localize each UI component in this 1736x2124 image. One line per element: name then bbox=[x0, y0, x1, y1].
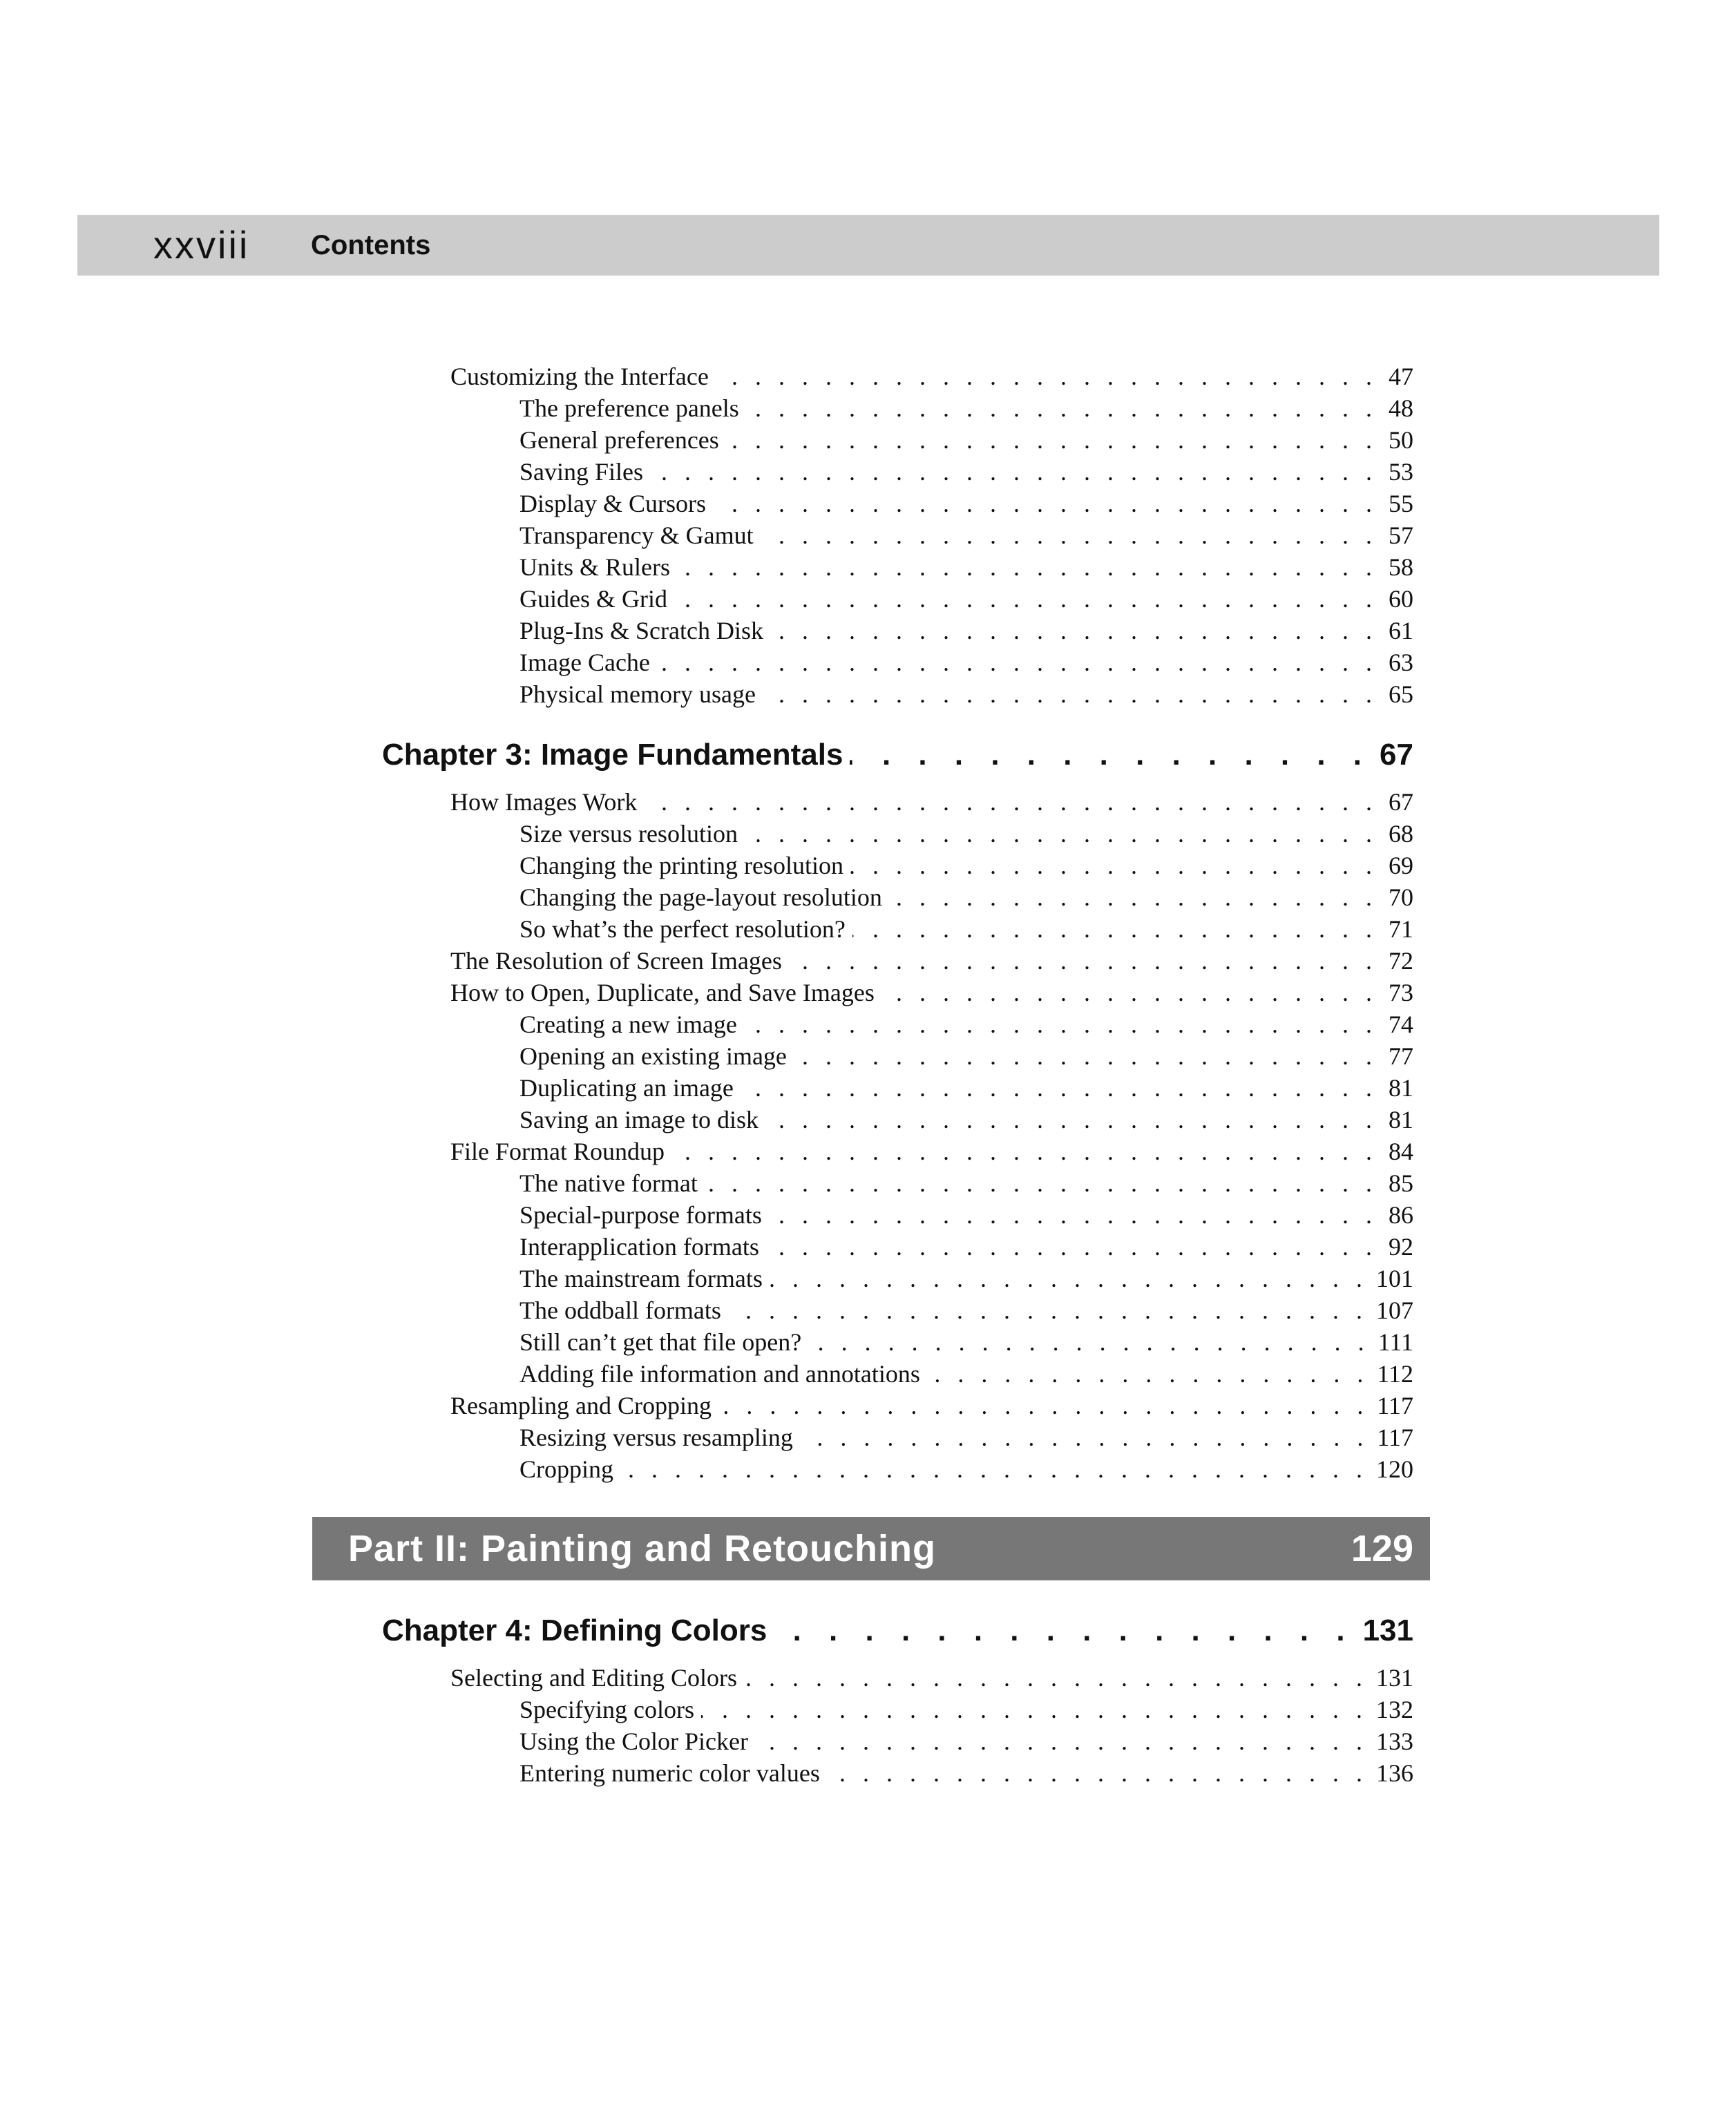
dot-leader bbox=[644, 787, 1377, 816]
dot-leader bbox=[755, 1727, 1368, 1756]
dot-leader bbox=[718, 1391, 1368, 1420]
toc-entry-title: Saving an image to disk bbox=[519, 1106, 759, 1133]
toc-entry[interactable] bbox=[519, 1166, 1413, 1198]
toc-entry-title: How to Open, Duplicate, and Save Images bbox=[450, 979, 875, 1006]
toc-entry[interactable] bbox=[519, 1230, 1413, 1261]
toc-entry[interactable] bbox=[519, 848, 1413, 880]
toc-entry[interactable] bbox=[519, 1420, 1413, 1452]
chapter-heading[interactable] bbox=[382, 731, 1413, 772]
toc-entry-page: 61 bbox=[1389, 617, 1413, 644]
chapter-heading[interactable] bbox=[382, 1607, 1413, 1648]
toc-entry-title: Changing the page-layout resolution bbox=[519, 883, 882, 911]
toc-entry-title: Physical memory usage bbox=[519, 680, 756, 708]
running-header bbox=[77, 215, 1659, 276]
dot-leader bbox=[852, 915, 1377, 944]
toc-entry-page: 120 bbox=[1376, 1455, 1413, 1483]
toc-entry-page: 55 bbox=[1389, 490, 1413, 517]
toc-entry-title: Size versus resolution bbox=[519, 820, 738, 848]
toc-entry-page: 65 bbox=[1389, 680, 1413, 708]
toc-entry-page: 136 bbox=[1376, 1759, 1413, 1787]
toc-entry-title: Entering numeric color values bbox=[519, 1759, 820, 1787]
toc-entry-page: 111 bbox=[1377, 1328, 1413, 1356]
toc-entry[interactable] bbox=[450, 785, 1413, 816]
dot-leader bbox=[726, 425, 1377, 455]
dot-leader bbox=[881, 978, 1377, 1007]
toc-entry-page: 85 bbox=[1389, 1169, 1413, 1197]
toc-entry[interactable] bbox=[519, 423, 1413, 455]
dot-leader bbox=[765, 1105, 1377, 1134]
dot-leader bbox=[674, 584, 1377, 613]
part-heading[interactable] bbox=[312, 1517, 1430, 1580]
toc-entry-title: Plug-Ins & Scratch Disk bbox=[519, 617, 763, 644]
toc-entry-title: Units & Rulers bbox=[519, 553, 671, 581]
toc-entry-title: Opening an existing image bbox=[519, 1042, 787, 1070]
toc-entry-title: Still can’t get that file open? bbox=[519, 1328, 802, 1356]
toc-entry-title: Changing the printing resolution bbox=[519, 852, 843, 879]
toc-entry-title: Duplicating an image bbox=[519, 1074, 734, 1102]
toc-entry-title: Interapplication formats bbox=[519, 1233, 759, 1261]
chapter-title: Chapter 3: Image Fundamentals bbox=[382, 738, 843, 772]
toc-entry[interactable] bbox=[519, 518, 1413, 550]
toc-entry[interactable] bbox=[519, 1325, 1413, 1357]
toc-entry[interactable] bbox=[519, 645, 1413, 677]
toc-entry[interactable] bbox=[519, 1293, 1413, 1325]
toc-entry-title: Special-purpose formats bbox=[519, 1201, 762, 1229]
dot-leader bbox=[705, 1169, 1377, 1198]
toc-entry-title: Selecting and Editing Colors bbox=[450, 1664, 737, 1692]
toc-entry-page: 84 bbox=[1389, 1138, 1413, 1165]
toc-entry[interactable] bbox=[519, 677, 1413, 709]
toc-entry-page: 131 bbox=[1376, 1664, 1413, 1692]
toc-entry-page: 73 bbox=[1389, 979, 1413, 1006]
toc-entry[interactable] bbox=[519, 613, 1413, 645]
dot-leader bbox=[827, 1759, 1368, 1788]
toc-entry[interactable] bbox=[519, 1692, 1413, 1724]
dot-leader bbox=[746, 394, 1377, 423]
toc-entry-page: 107 bbox=[1376, 1297, 1413, 1324]
toc-entry-page: 92 bbox=[1389, 1233, 1413, 1261]
toc-entry[interactable] bbox=[519, 1007, 1413, 1039]
toc-entry-title: Customizing the Interface bbox=[450, 363, 709, 390]
toc-entry[interactable] bbox=[519, 880, 1413, 912]
chapter-title: Chapter 4: Defining Colors bbox=[382, 1614, 767, 1647]
dot-leader bbox=[770, 616, 1377, 645]
toc-entry-title: Guides & Grid bbox=[519, 585, 667, 613]
toc-entry[interactable] bbox=[519, 1357, 1413, 1388]
toc-entry-title: How Images Work bbox=[450, 788, 638, 816]
dot-leader bbox=[769, 1200, 1377, 1230]
dot-leader bbox=[761, 521, 1377, 550]
dot-leader bbox=[789, 946, 1377, 975]
dot-leader bbox=[850, 851, 1377, 880]
toc-entry[interactable] bbox=[519, 1756, 1413, 1788]
toc-entry[interactable] bbox=[519, 1102, 1413, 1134]
toc-entry-title: So what’s the perfect resolution? bbox=[519, 915, 846, 943]
dot-leader bbox=[770, 1264, 1368, 1293]
toc-entry-page: 86 bbox=[1389, 1201, 1413, 1229]
dot-leader bbox=[650, 457, 1377, 486]
toc-entry[interactable] bbox=[450, 1661, 1413, 1692]
dot-leader bbox=[713, 489, 1377, 518]
toc-entry-title: The preference panels bbox=[519, 394, 739, 422]
toc-entry[interactable] bbox=[450, 1134, 1413, 1166]
dot-leader bbox=[745, 819, 1377, 848]
toc-entry-page: 117 bbox=[1377, 1392, 1413, 1419]
toc-entry-page: 53 bbox=[1389, 458, 1413, 486]
toc-entry[interactable] bbox=[519, 1261, 1413, 1293]
toc-entry[interactable] bbox=[519, 1198, 1413, 1230]
toc-entry[interactable] bbox=[450, 975, 1413, 1007]
part-title: Part II: Painting and Retouching bbox=[348, 1528, 937, 1569]
toc-entry[interactable] bbox=[519, 912, 1413, 944]
toc-entry[interactable] bbox=[519, 1071, 1413, 1102]
dot-leader bbox=[808, 1328, 1369, 1357]
part-page: 129 bbox=[1351, 1528, 1413, 1569]
toc-entry-title: Saving Files bbox=[519, 458, 644, 486]
toc-entry-page: 81 bbox=[1389, 1106, 1413, 1133]
toc-entry-title: General preferences bbox=[519, 426, 719, 454]
toc-entry-title: Adding file information and annotations bbox=[519, 1360, 920, 1388]
toc-entry[interactable] bbox=[519, 550, 1413, 582]
toc-entry-title: Creating a new image bbox=[519, 1011, 737, 1038]
toc-entry[interactable] bbox=[519, 1452, 1413, 1484]
toc-entry-page: 72 bbox=[1389, 947, 1413, 975]
toc-entry[interactable] bbox=[519, 391, 1413, 423]
dot-leader bbox=[889, 883, 1377, 912]
dot-leader bbox=[744, 1010, 1377, 1039]
dot-leader bbox=[927, 1359, 1368, 1388]
toc-entry-page: 132 bbox=[1376, 1696, 1413, 1723]
toc-entry-page: 81 bbox=[1389, 1074, 1413, 1102]
toc-entry-page: 48 bbox=[1389, 394, 1413, 422]
toc-entry-page: 77 bbox=[1389, 1042, 1413, 1070]
dot-leader bbox=[794, 1042, 1377, 1071]
toc-entry[interactable] bbox=[450, 944, 1413, 975]
toc-entry[interactable] bbox=[450, 359, 1413, 391]
page-number: xxviii bbox=[153, 223, 250, 267]
toc-entry-page: 112 bbox=[1377, 1360, 1413, 1388]
toc-entry-title: File Format Roundup bbox=[450, 1138, 665, 1165]
toc-entry[interactable] bbox=[519, 1039, 1413, 1071]
toc-entry-title: The mainstream formats bbox=[519, 1265, 763, 1292]
toc-entry[interactable] bbox=[450, 1388, 1413, 1420]
toc-entry-title: The oddball formats bbox=[519, 1297, 721, 1324]
toc-entry[interactable] bbox=[519, 816, 1413, 848]
toc-entry-page: 70 bbox=[1389, 883, 1413, 911]
toc-entry-title: Resampling and Cropping bbox=[450, 1392, 712, 1419]
chapter-page: 67 bbox=[1380, 738, 1413, 772]
toc-entry-title: Image Cache bbox=[519, 649, 650, 676]
toc-entry-title: Specifying colors bbox=[519, 1696, 694, 1723]
toc-entry-page: 47 bbox=[1389, 363, 1413, 390]
toc-entry-page: 101 bbox=[1376, 1265, 1413, 1292]
toc-entry-title: The native format bbox=[519, 1169, 698, 1197]
dot-leader bbox=[657, 648, 1377, 677]
toc-entry-page: 68 bbox=[1389, 820, 1413, 848]
toc-entry-page: 60 bbox=[1389, 585, 1413, 613]
toc-entry-page: 50 bbox=[1389, 426, 1413, 454]
toc-entry-title: Transparency & Gamut bbox=[519, 522, 754, 549]
dot-leader bbox=[716, 362, 1377, 391]
toc-entry[interactable] bbox=[519, 486, 1413, 518]
dot-leader bbox=[620, 1455, 1368, 1484]
toc-entry-page: 57 bbox=[1389, 522, 1413, 549]
running-head: Contents bbox=[311, 230, 431, 260]
toc-entry-page: 58 bbox=[1389, 553, 1413, 581]
dot-leader bbox=[850, 738, 1371, 772]
chapter-page: 131 bbox=[1362, 1614, 1413, 1647]
toc-entry-title: Resizing versus resampling bbox=[519, 1424, 793, 1451]
dot-leader bbox=[701, 1695, 1368, 1724]
toc-entry-page: 63 bbox=[1389, 649, 1413, 676]
toc-entry-title: Cropping bbox=[519, 1455, 614, 1483]
dot-leader bbox=[741, 1073, 1377, 1102]
toc-entry-page: 133 bbox=[1376, 1728, 1413, 1755]
toc-entry[interactable] bbox=[519, 1724, 1413, 1756]
dot-leader bbox=[677, 553, 1377, 582]
toc-entry-page: 69 bbox=[1389, 852, 1413, 879]
dot-leader bbox=[800, 1423, 1368, 1452]
toc-entry-page: 67 bbox=[1389, 788, 1413, 816]
toc-entry-page: 74 bbox=[1389, 1011, 1413, 1038]
toc-entry-title: The Resolution of Screen Images bbox=[450, 947, 782, 975]
dot-leader bbox=[766, 1232, 1377, 1261]
dot-leader bbox=[728, 1296, 1368, 1325]
toc-entry-title: Using the Color Picker bbox=[519, 1728, 748, 1755]
dot-leader bbox=[774, 1614, 1354, 1648]
dot-leader bbox=[671, 1137, 1377, 1166]
toc-entry[interactable] bbox=[519, 455, 1413, 486]
toc-entry[interactable] bbox=[519, 582, 1413, 613]
dot-leader bbox=[744, 1663, 1368, 1692]
toc-entry-page: 117 bbox=[1377, 1424, 1413, 1451]
toc-entry-page: 71 bbox=[1389, 915, 1413, 943]
toc-entry-title: Display & Cursors bbox=[519, 490, 706, 517]
dot-leader bbox=[763, 680, 1377, 709]
